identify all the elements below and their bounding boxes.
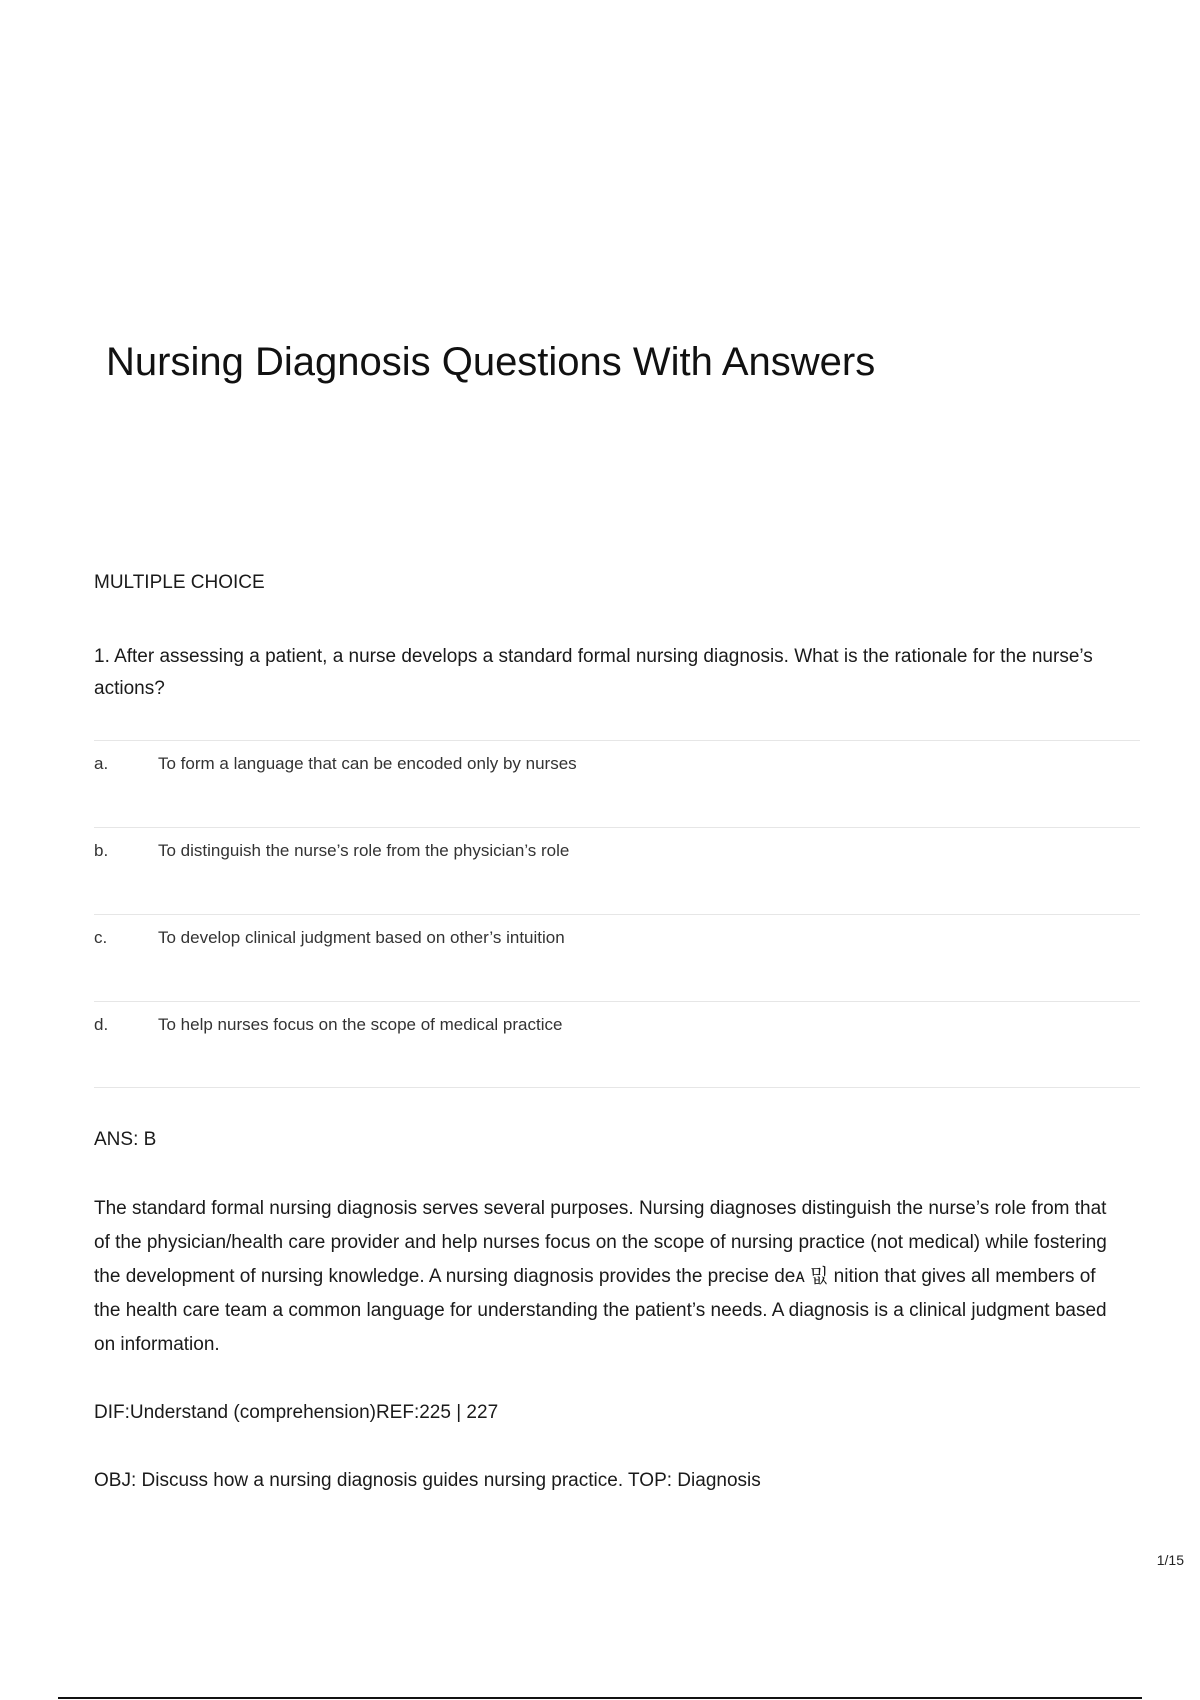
option-row-c [94, 914, 1140, 1001]
option-text: To distinguish the nurse’s role from the physician’s role [158, 841, 570, 860]
option-text: To develop clinical judgment based on other’s intuition [158, 928, 565, 947]
option-row-d [94, 1001, 1140, 1088]
option-text: To help nurses focus on the scope of medical practice [158, 1015, 563, 1034]
option-letter: b. [94, 841, 109, 860]
objective-topic: OBJ: Discuss how a nursing diagnosis guides nursing practice. TOP: Diagnosis [94, 1470, 761, 1491]
answer-key: ANS: B [94, 1129, 157, 1150]
rationale-paragraph: The standard formal nursing diagnosis serves several purposes. Nursing diagnoses distinguish the nurse’s role from that of the physician/health care provider and help nurses focus on the scope of nursing practice (not medical) while fostering the development of nursing knowledge. A nursing diagnosis provides the precise deᴀ 밊 nition that gives all members of the health care team a common language for understanding the patient’s needs. A diagnosis is a clinical judgment based on information. [94, 1198, 1107, 1355]
option-row-a [94, 740, 1140, 827]
footer-divider [58, 1697, 1142, 1699]
page-number: 1/15 [1156, 1552, 1184, 1568]
answer-options-table [94, 740, 1140, 1088]
page-title: Nursing Diagnosis Questions With Answers [106, 340, 876, 384]
option-letter: c. [94, 928, 108, 947]
difficulty-reference: DIF:Understand (comprehension)REF:225 | 227 [94, 1402, 499, 1423]
option-text: To form a language that can be encoded only by nurses [158, 754, 577, 773]
option-row-b [94, 827, 1140, 914]
section-heading: MULTIPLE CHOICE [94, 572, 265, 593]
option-letter: a. [94, 754, 109, 773]
option-letter: d. [94, 1015, 109, 1034]
question-text: 1. After assessing a patient, a nurse develops a standard formal nursing diagnosis. What is the rationale for the nurse’s actions? [94, 646, 1093, 699]
